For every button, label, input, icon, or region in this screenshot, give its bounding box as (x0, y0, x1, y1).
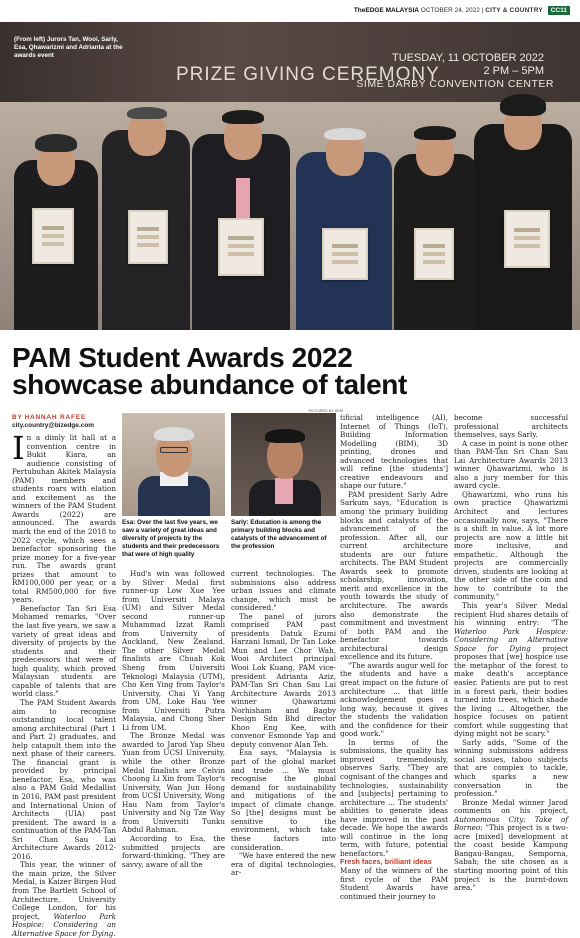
page-folio: TheEDGE MALAYSIA OCTOBER 24, 2022 | CITY & COUNTRY CC11 (0, 6, 580, 20)
portrait-sarly (231, 413, 336, 516)
col5-project-title-borneo: Autonomous City: Take of Borneo (454, 814, 568, 833)
photo-credit: PICTURES BY SKM (308, 409, 343, 413)
col5-paragraph-3: Qhawarizmi, who runs his own practice Qhawarizmi Architect and lectures occasionally now, says, "There is a shift in value. A lot more projects are now a little bit more inclusive, and empathetic. Although the projects are commercially driven, students are looking at the other side of the coin and how to contribute to the community." (454, 489, 568, 602)
col4-subheading: Fresh faces, brilliant ideas (340, 857, 432, 867)
author-name: HANNAH RAFEE (24, 414, 87, 421)
backdrop-title: PRIZE GIVING CEREMONY (176, 64, 440, 85)
backdrop-venue: SIME DARBY CONVENTION CENTER (356, 78, 554, 90)
drop-cap: I (12, 429, 25, 467)
col1-paragraph-2: Benefactor Tan Sri Esa Mohamed remarks, "Over the last five years, we saw a variety of great ideas and diversity of projects by the students and their predecessors that were of high quality, which proved Malaysian students are capable of talents that are world class." (12, 603, 116, 699)
col4-paragraph-1: tificial intelligence (AI), Internet of Things (IoT), Building Information Modelling (BIM), 3D printing, drones and advanced technologies that will refine [the students'] creative endeavours and shape our future." (340, 413, 448, 491)
col1-paragraph-4: This year, the winner of the main prize, the Silver Medal, is Kaizer Birgen Hud from The Bartlett School of Architecture, University College London, for his project, (12, 860, 116, 921)
byline (12, 414, 94, 430)
col3-paragraph-1: current technologies. The submissions also address urban issues and climate change, which must be considered." (231, 569, 336, 613)
col3-paragraph-2: The panel of jurors comprised PAM past presidents Datuk Ezumi Harzani Ismail, Dr Tan Loke Mun and Lee Chor Wah, Wooi Architect principal Wooi Lok Kuang, PAM vice-president Adrianta Aziz, PAM-Tan Sri Chan Sau Lai Architecture Awards 2013 winner Qhawarizmi Norhisham and Bagby Design Sdn Bhd director Khoo Eng Kee, with convenor Esmonde Yap and deputy convenor Alan Teh. (231, 611, 336, 749)
col2-paragraph-3: According to Esa, the submitted projects are forward-thinking. "They are savvy, aware of all the (122, 833, 225, 869)
publication-name: TheEDGE MALAYSIA (353, 7, 419, 14)
hero-photo-caption: (From left) Jurors Tan, Wooi, Sarly, Esa, Qhawarizmi and Adrianta at the awards event (14, 36, 123, 59)
col5-project-title-hospice: Waterloo Park Hospice: Considering an Alternative Space for Dying (454, 626, 568, 653)
col5-paragraph-4c: project proposes that [we] hospice use the metaphor of the forest to make death's acceptance easier. Patients are put to rest in a forest park, their bodies turned into trees, which shade the living ... Altogether, the hospice focuses on patient comfort while suggesting that dying might not be scary." (454, 643, 568, 739)
col3-paragraph-4: "We have entered the new era of digital technologies, ar- (231, 851, 336, 878)
col4-paragraph-2: PAM president Sarly Adre Sarkum says, "Education is among the primary building blocks and catalysts of the advancement of the profession. After all, our current architecture students are our future architects. The PAM Student Awards seek to promote scholarship, innovation, merit and excellence in the youth towards the study of architecture. The awards also demonstrate the commitment and investment of both PAM and the benefactor towards architectural design excellence and its future. (340, 489, 448, 662)
backdrop-time-line: 2 PM – 5PM (483, 65, 544, 77)
person-1 (10, 90, 100, 330)
person-2 (96, 60, 196, 330)
col3-paragraph-3: Esa says, "Malaysia is part of the global market and trade ... We must recognise the global demand for sustainability and mitigations of the impact of climate change. So [the] designs must be sensitive to the environment, which take these factors into consideration. (231, 748, 336, 852)
col5-paragraph-1: become successful professional architects themselves, says Sarly. (454, 413, 568, 440)
col1-paragraph-1: n a dimly lit hall at a convention centre in Bukit Kiara, an audience consisting of Pertubuhan Akitek Malaysia (PAM) members and students roars with elation and excitement as the winners of the PAM Student Awards (2022) are announced. The awards mark the end of the 2018 to 2022 cycle, which sees a benefactor sponsoring the prize money for a five-year run. The awards grant prizes that amount to RM100,000 per year, or a total RM500,000 for five years. (12, 433, 116, 605)
author-email: city.country@bizedge.com (12, 422, 95, 429)
portrait-sarly-caption: Sarly: Education is among the primary building blocks and catalysts of the advancement of the profession (231, 519, 327, 550)
col1-paragraph-3: The PAM Student Awards aim to recognise outstanding local talent among architectural (Part 1 and Part 2) graduates, and help catapult them into the next phase of their careers. The financial grant is provided by principal benefactor, Esa, who was also a PAM Gold Medallist in 2016, PAM past president and International Union of Architects (UIA) past president. The award is a continuation of the PAM-Tan Sri Chan Sau Lai Architecture Awards 2012-2016. (12, 697, 116, 861)
person-3 (186, 68, 296, 330)
issue-date: OCTOBER 24, 2022 (420, 7, 480, 14)
col4-paragraph-4: In terms of the submissions, the quality has improved tremendously, observes Sarly. "They are cognisant of the changes and technologies, sustainability and [subjects] pertaining to architecture ... The students' abilities to generate ideas have improved in the past decade. We hope the awards will continue in the long term, with future, potential benefactors." (340, 737, 448, 858)
headline-line-1: PAM Student Awards 2022 (12, 342, 353, 373)
col4-paragraph-5: Many of the winners of the first cycle of the PAM Student Awards have continued their journey to (340, 865, 448, 901)
col5-paragraph-4a: This year's Silver Medal recipient Hud shares details of his winning entry: "The (454, 601, 568, 628)
col5-paragraph-6c: : "This project is a two-acre [mixed] development at the coast beside Kampung Bangau-Bangau, Semporna, Sabah; the site chosen as a starting mooring point of this project is the burnt-down area." (454, 823, 568, 893)
col4-paragraph-3: "The awards augur well for the students and have a great impact on the future of architecture ... that little acknowledgement goes a long way, because it gives the students the validation and the confidence for their good work." (340, 660, 448, 739)
col5-paragraph-6a: Bronze Medal winner Jarod comments on his project, (454, 797, 568, 816)
person-6 (470, 60, 576, 330)
portrait-esa (122, 413, 225, 516)
article-column-3 (231, 570, 336, 878)
article-column-4 (340, 414, 448, 901)
portrait-esa-caption: Esa: Over the last five years, we saw a variety of great ideas and diversity of projects by the students and their predecessors that were of high quality (122, 519, 220, 558)
article-headline (12, 344, 568, 398)
hero-photo (0, 22, 580, 330)
byline-prefix: BY (12, 414, 23, 421)
person-4 (292, 78, 396, 330)
col5-paragraph-2: A case in point is none other than PAM-Tan Sri Chan Sau Lai Architecture Awards 2013 winner Qhawarizmi, who is also a jury member for this award cycle. (454, 438, 568, 491)
project-title-hospice: Waterloo Park Hospice: Considering an Alternative Space for Dying. (12, 911, 116, 938)
headline-line-2: showcase abundance of talent (12, 369, 407, 400)
col2-paragraph-1: Hud's win was followed by Silver Medal first runner-up Low Xue Yee from Universiti Malaya (UM) and Silver Medal second runner-up Muhammad Izzat Ramli from University of Auckland, New Zealand. The other Silver Medal finalists are Chuah Kok Sheng from Universiti Teknologi Malaysia (UTM), Cho Ken Ying from Taylor's University, Chai Yi Yang from UM, Loke Hau Yee from Universiti Putra Malaysia, and Chong Sher Li from UM. (122, 569, 225, 732)
col2-paragraph-2: The Bronze Medal was awarded to Jarod Yap Sheu Yuan from UCSI University, while the other Bronze Medal finalists are Celvin Choong Li Xin from Taylor's University, Wan Jun Hong from UCSI University, Wong Hau Nam from Taylor's University and Ng Tze Way from Universiti Tunku Abdul Rahman. (122, 731, 225, 835)
article-column-1 (12, 429, 116, 938)
page-number: CC11 (548, 6, 570, 15)
article-column-5 (454, 414, 568, 893)
col5-paragraph-5: Sarly adds, "Some of the winning submissions address social issues, taboo subjects that are complex to tackle, which sparks a new conversation in the profession." (454, 737, 568, 799)
article-column-2 (122, 570, 225, 869)
section-name: CITY & COUNTRY (485, 7, 543, 14)
person-5 (390, 80, 482, 330)
backdrop-date-line: TUESDAY, 11 OCTOBER 2022 (391, 52, 544, 64)
